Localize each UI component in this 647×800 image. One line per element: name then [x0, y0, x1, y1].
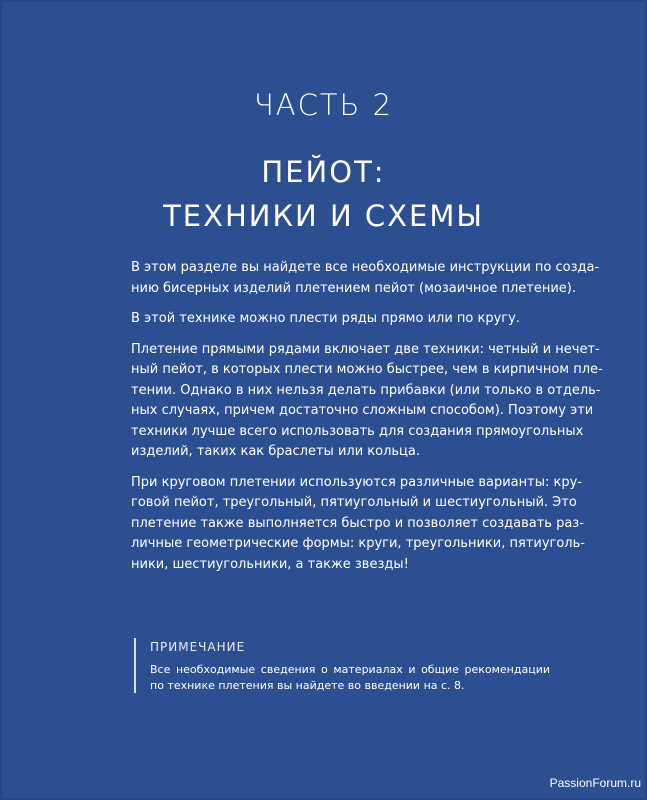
note-line: Все необходимые сведения о материалах и общие рекомендации	[150, 663, 550, 676]
note-title: ПРИМЕЧАНИЕ	[150, 640, 246, 654]
note-text	[150, 662, 550, 693]
body-text	[131, 258, 603, 585]
paragraph	[131, 309, 526, 330]
text-line: ных случаях, причем достаточно сложным способом). Поэтому эти	[131, 403, 594, 418]
text-line: тении. Однако в них нельзя делать прибавки (или только в отдель-	[131, 382, 601, 398]
paragraph	[131, 340, 603, 463]
text-line: ный пейот, в которых плести можно быстрее, чем в кирпичном пле-	[131, 362, 603, 377]
text-line: говой пейот, треугольный, пятиугольный и шестиугольный. Это	[131, 495, 577, 510]
paragraph	[131, 258, 600, 299]
text-line: нию бисерных изделий плетением пейот (мозаичное плетение).	[131, 280, 576, 296]
note-box	[134, 638, 550, 693]
note-line: по технике плетения вы найдете во введении на с. 8.	[150, 678, 465, 692]
text-line: ники, шестиугольники, а также звезды!	[131, 556, 409, 572]
paragraph	[131, 473, 585, 576]
text-line: Плетение прямыми рядами включает две техники: четный и нечет-	[131, 341, 600, 357]
text-line: В этой технике можно плести ряды прямо или по кругу.	[131, 311, 520, 326]
page-title	[0, 150, 647, 238]
text-line: личные геометрические формы: круги, треугольники, пятиуголь-	[131, 536, 585, 551]
text-line: В этом разделе вы найдете все необходимые инструкции по созда-	[131, 260, 600, 275]
page-title-line: ПЕЙОТ:	[261, 155, 386, 189]
watermark: PassionForum.ru	[549, 776, 641, 790]
text-line: техники лучше всего использовать для создания прямоугольных	[131, 423, 584, 439]
part-label: ЧАСТЬ 2	[253, 88, 394, 122]
text-line: изделий, таких как браслеты или кольца.	[131, 444, 421, 459]
text-line: При круговом плетении используются различные варианты: кру-	[131, 474, 582, 490]
text-line: плетение также выполняется быстро и позволяет создавать раз-	[131, 515, 584, 531]
page-title-line: ТЕХНИКИ И СХЕМЫ	[163, 199, 484, 233]
